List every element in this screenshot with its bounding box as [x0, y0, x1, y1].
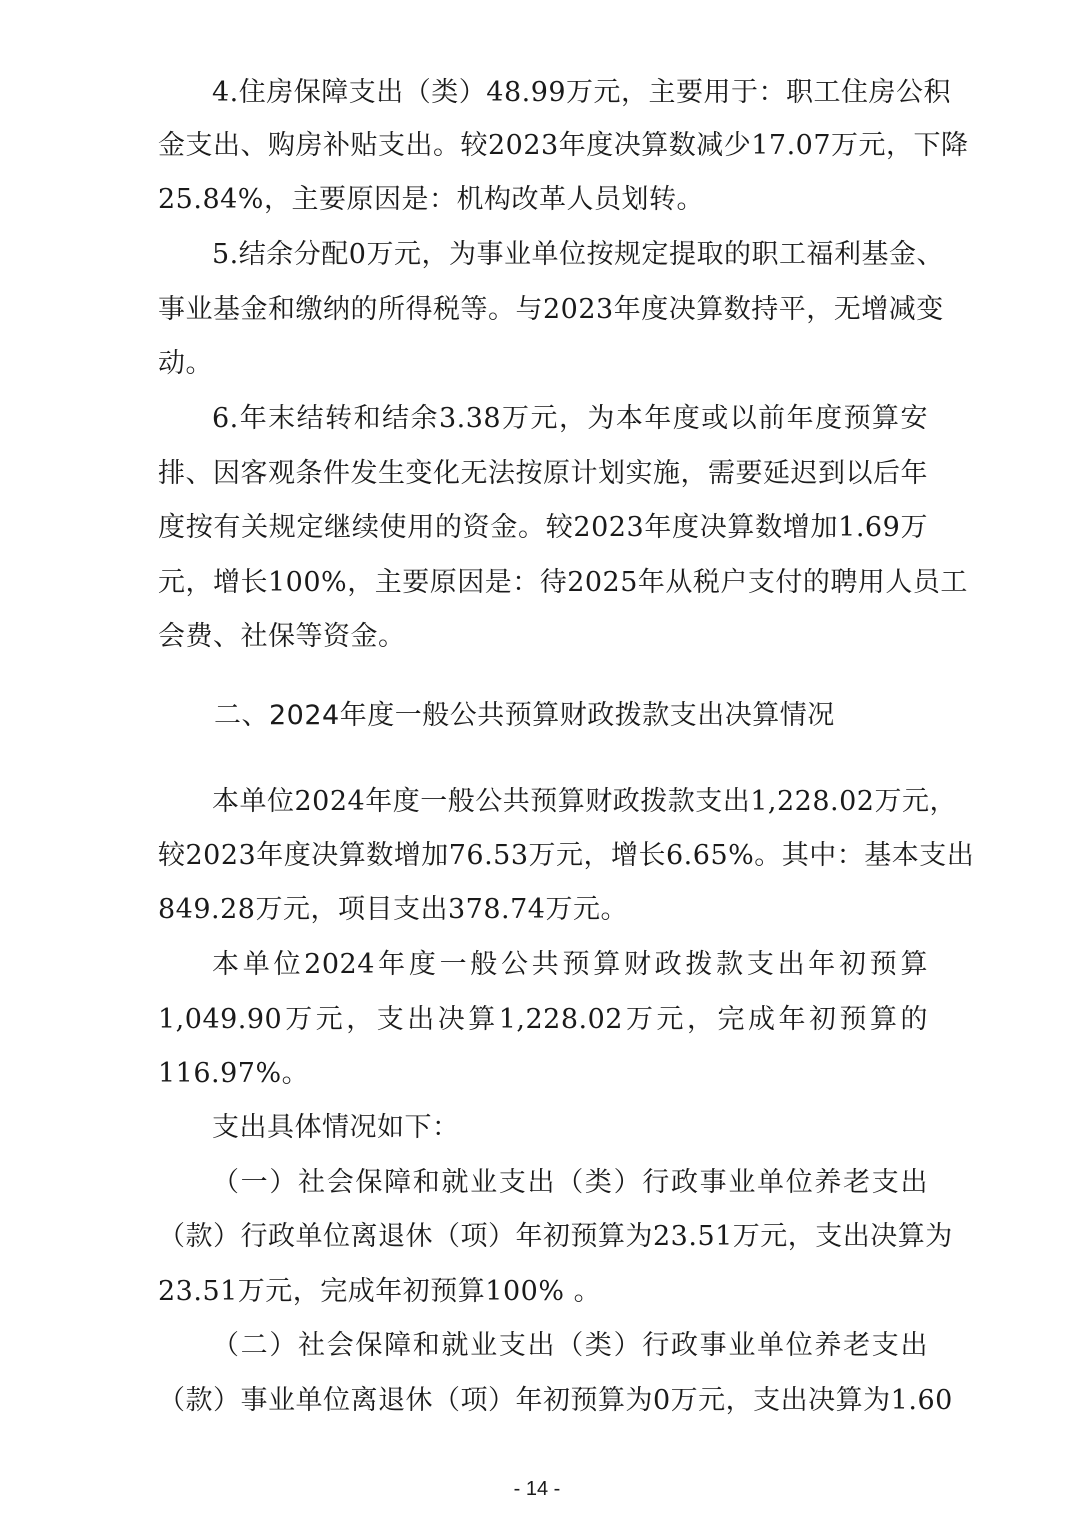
- paragraph-11-line-2: （款）事业单位离退休（项）年初预算为0万元，支出决算为1.60: [158, 1385, 953, 1416]
- paragraph-7-line-3: 849.28万元，项目支出378.74万元。: [158, 894, 628, 925]
- paragraph-6-line-4: 元，增长100%，主要原因是：待2025年从税户支付的聘用人员工: [158, 567, 968, 598]
- paragraph-6-line-5: 会费、社保等资金。: [158, 621, 406, 652]
- paragraph-10-line-1: （一）社会保障和就业支出（类）行政事业单位养老支出: [212, 1167, 928, 1198]
- paragraph-5-line-3: 动。: [158, 348, 213, 379]
- paragraph-6-line-1: 6.年末结转和结余3.38万元，为本年度或以前年度预算安: [212, 403, 928, 434]
- paragraph-7-line-2: 较2023年度决算数增加76.53万元，增长6.65%。其中：基本支出: [158, 840, 975, 871]
- paragraph-4-line-2: 金支出、购房补贴支出。较2023年度决算数减少17.07万元，下降: [158, 130, 969, 161]
- paragraph-5-line-2: 事业基金和缴纳的所得税等。与2023年度决算数持平，无增减变: [158, 294, 944, 325]
- page-number: - 14 -: [513, 1478, 561, 1500]
- paragraph-8-line-2: 1,049.90万元，支出决算1,228.02万元，完成年初预算的: [158, 1004, 928, 1035]
- paragraph-6-line-2: 排、因客观条件发生变化无法按原计划实施，需要延迟到以后年: [158, 458, 928, 489]
- paragraph-4-line-1: 4.住房保障支出（类）48.99万元，主要用于：职工住房公积: [212, 77, 952, 108]
- paragraph-8-line-1: 本单位2024年度一般公共预算财政拨款支出年初预算: [212, 949, 928, 980]
- paragraph-7-line-1: 本单位2024年度一般公共预算财政拨款支出1,228.02万元，: [212, 786, 957, 817]
- paragraph-8-line-3: 116.97%。: [158, 1058, 310, 1089]
- paragraph-11-line-1: （二）社会保障和就业支出（类）行政事业单位养老支出: [212, 1330, 928, 1361]
- paragraph-9-line-1: 支出具体情况如下：: [212, 1112, 460, 1143]
- paragraph-10-line-2: （款）行政单位离退休（项）年初预算为23.51万元，支出决算为: [158, 1221, 953, 1252]
- section-heading: 二、2024年度一般公共预算财政拨款支出决算情况: [214, 700, 835, 731]
- paragraph-10-line-3: 23.51万元，完成年初预算100% 。: [158, 1276, 602, 1307]
- paragraph-4-line-3: 25.84%，主要原因是：机构改革人员划转。: [158, 184, 704, 215]
- paragraph-5-line-1: 5.结余分配0万元，为事业单位按规定提取的职工福利基金、: [212, 239, 944, 270]
- paragraph-6-line-3: 度按有关规定继续使用的资金。较2023年度决算数增加1.69万: [158, 512, 928, 543]
